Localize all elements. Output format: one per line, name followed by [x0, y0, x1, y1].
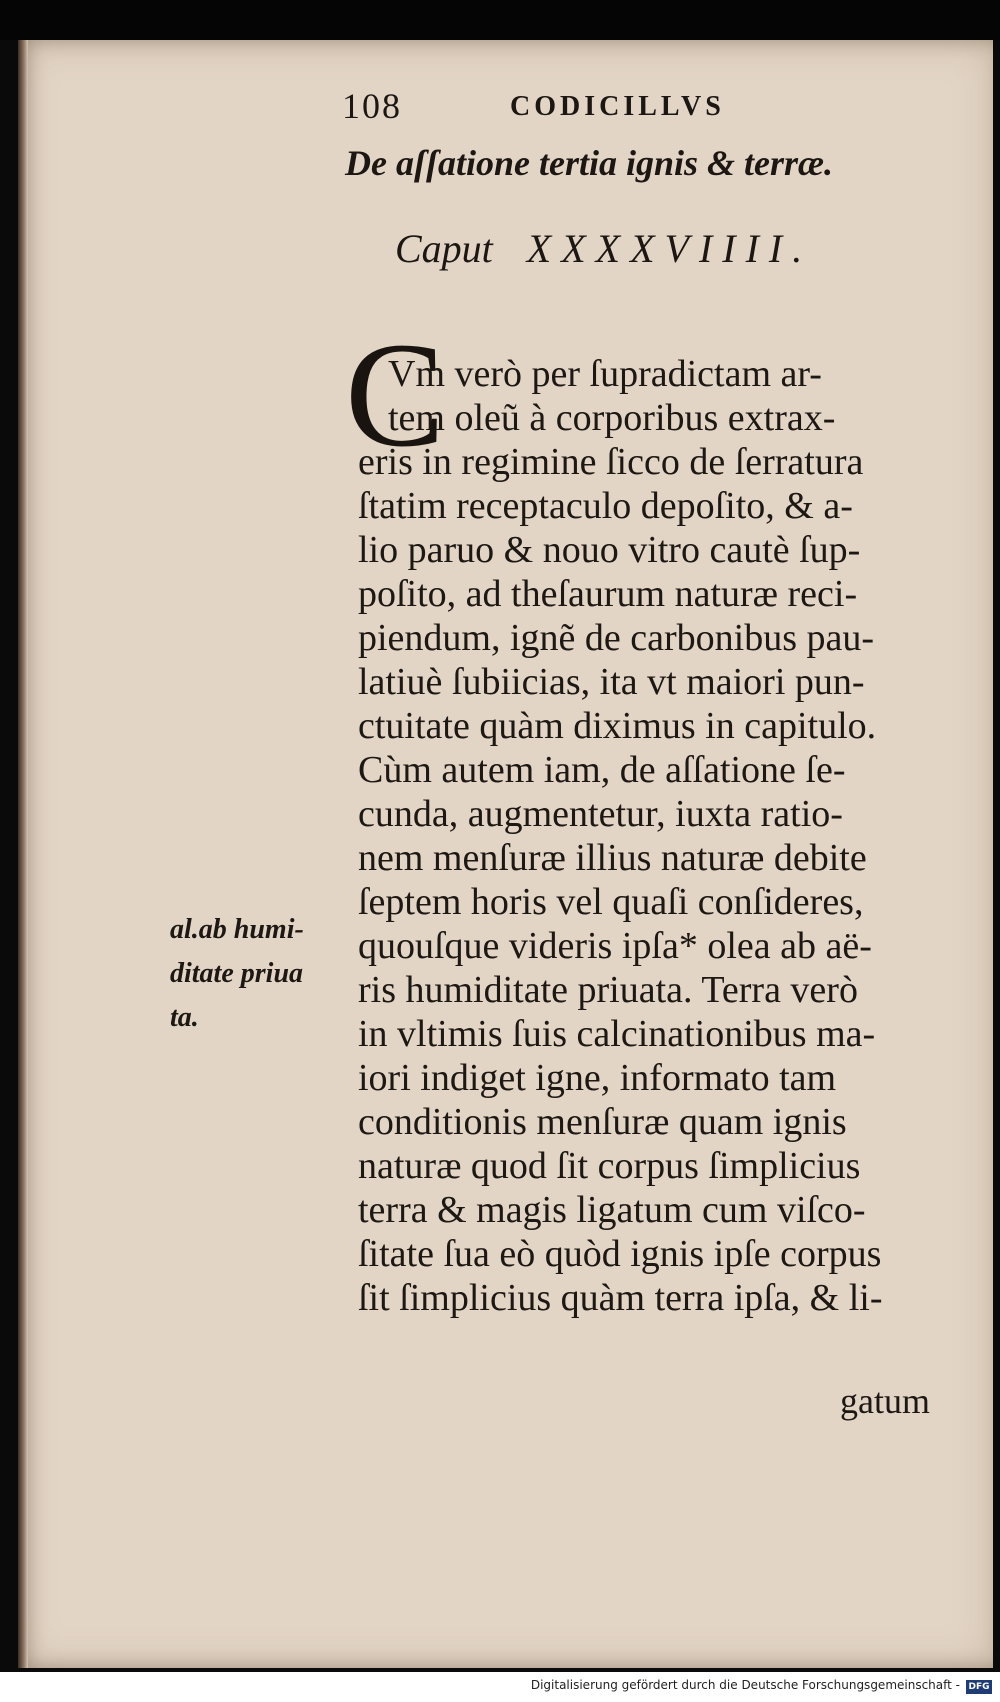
text-line: in vltimis ſuis calcinationibus ma- [358, 1013, 876, 1055]
text-line: ris humiditate priuata. Terra verò [358, 969, 858, 1011]
text-line: nem menſuræ illius naturæ debite [358, 837, 867, 879]
digitization-footer [0, 1672, 1000, 1702]
page-header [342, 85, 822, 131]
catchword: gatum [840, 1381, 930, 1421]
marginal-note [170, 908, 360, 1040]
text-line: naturæ quod ſit corpus ſimplicius [358, 1145, 861, 1187]
marginal-note-line: ta. [170, 1002, 199, 1033]
drop-cap-initial: C [345, 312, 446, 478]
text-line: tem oleũ à corporibus extrax- [388, 397, 836, 439]
chapter-number: XXXXVIIII. [526, 226, 813, 271]
text-line: Vm verò per ſupradictam ar- [388, 353, 822, 395]
text-line: eris in regimine ſicco de ſerratura [358, 441, 864, 483]
text-line: quouſque videris ipſa* olea ab aë- [358, 925, 872, 967]
text-line: ſeptem horis vel quaſi conſideres, [358, 881, 864, 923]
chapter-label: Caput [395, 226, 493, 271]
text-line: piendum, ignẽ de carbonibus pau- [358, 617, 875, 659]
footer-credit: Digitalisierung gefördert durch die Deutsche Forschungsgemeinschaft - [530, 1678, 960, 1692]
text-line: Cùm autem iam, de aſſatione ſe- [358, 749, 846, 791]
marginal-note-line: al.ab humi- [170, 914, 304, 945]
text-line: ſitate ſua eò quòd ignis ipſe corpus [358, 1233, 882, 1275]
running-head: CODICILLVS [510, 91, 725, 122]
chapter-title: De aſſatione tertia ignis & terræ. [345, 143, 833, 183]
text-line: ſit ſimplicius quàm terra ipſa, & li- [358, 1277, 883, 1319]
text-line: terra & magis ligatum cum viſco- [358, 1189, 866, 1231]
page-number: 108 [342, 86, 402, 126]
marginal-note-line: ditate priua [170, 958, 304, 989]
scan-top-border [0, 0, 1000, 40]
text-line: ctuitate quàm diximus in capitulo. [358, 705, 877, 747]
text-line: cunda, augmentetur, iuxta ratio- [358, 793, 843, 835]
dfg-logo-icon: DFG [966, 1680, 992, 1694]
page-gutter-shadow [18, 40, 28, 1668]
text-line: latiuè ſubiicias, ita vt maiori pun- [358, 661, 865, 703]
text-line: poſito, ad theſaurum naturæ reci- [358, 573, 858, 615]
text-line: lio paruo & nouo vitro cautè ſup- [358, 529, 861, 571]
text-line: ſtatim receptaculo depoſito, & a- [358, 485, 853, 527]
chapter-heading [395, 225, 855, 272]
text-line: conditionis menſuræ quam ignis [358, 1101, 847, 1143]
text-line: iori indiget igne, informato tam [358, 1057, 837, 1099]
